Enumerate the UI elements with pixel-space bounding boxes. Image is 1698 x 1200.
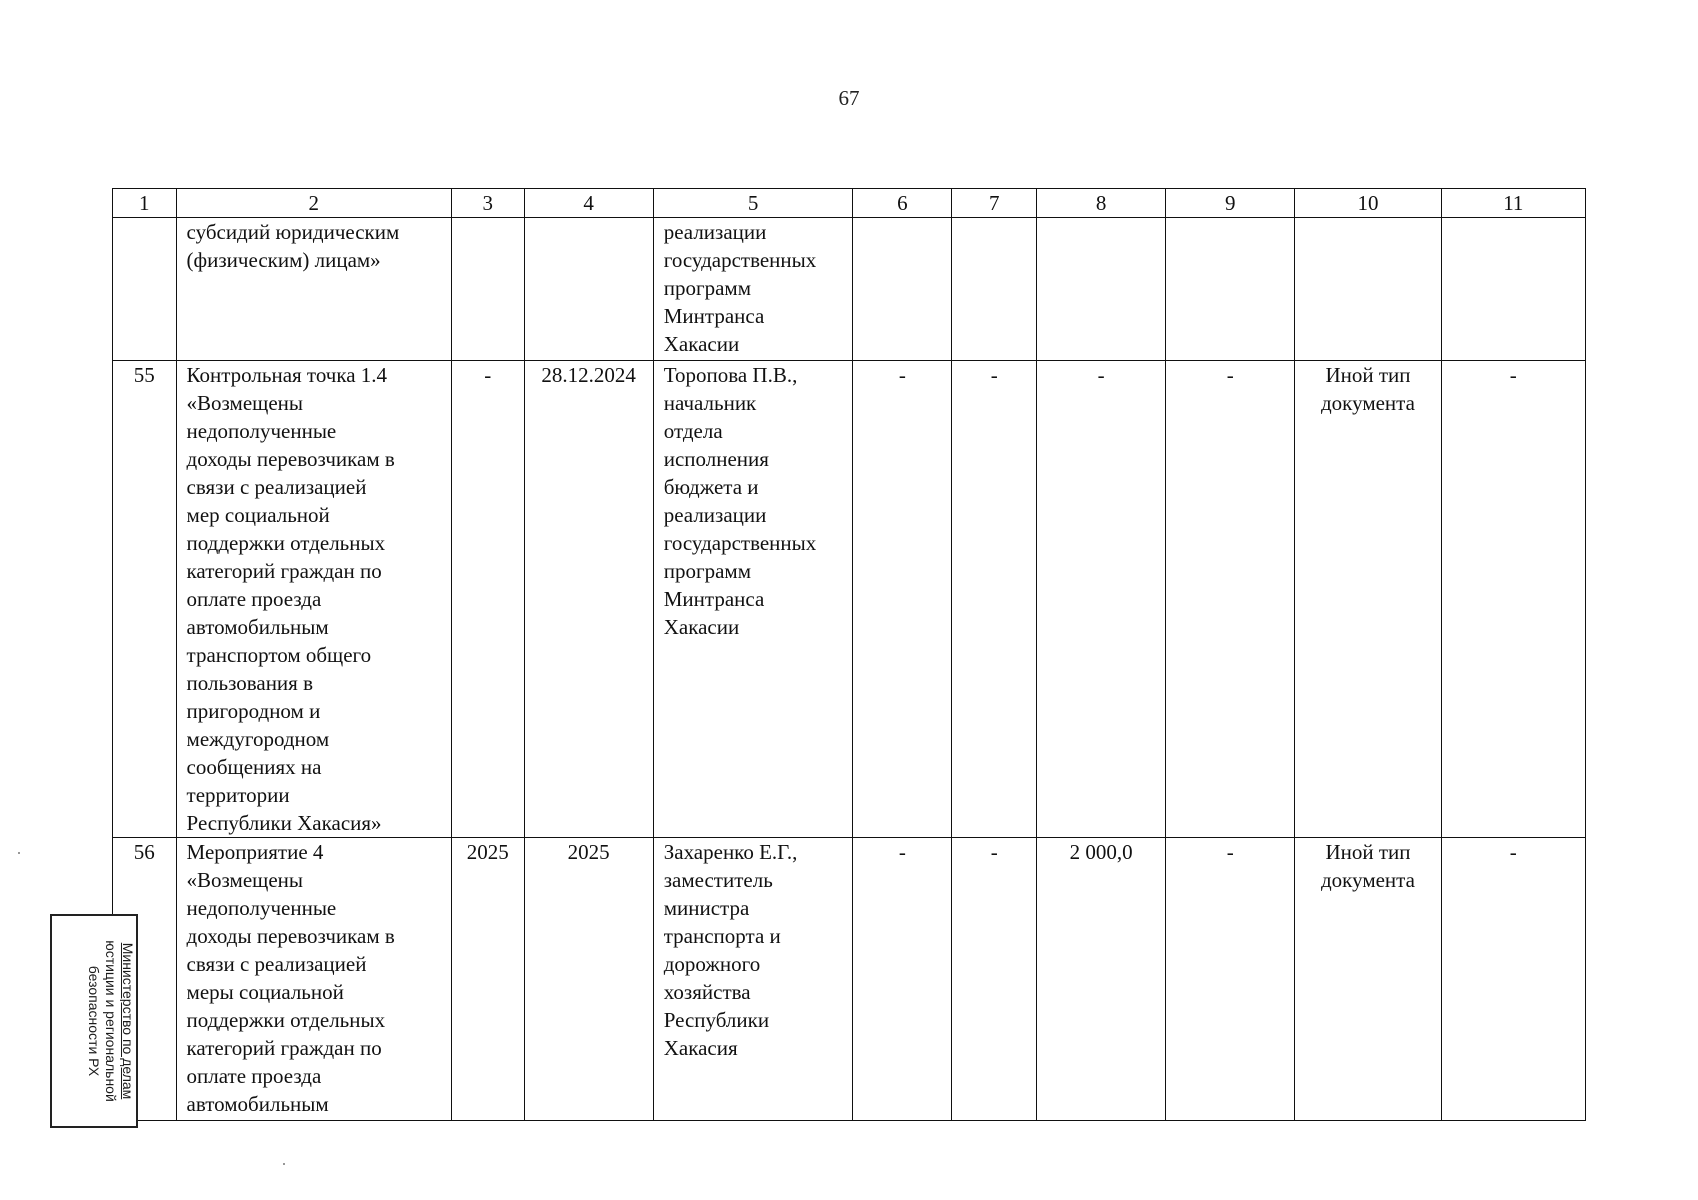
header-col-9: 9 (1166, 189, 1295, 218)
stamp-text (52, 916, 136, 1126)
item-name-cell: субсидий юридическим (физическим) лицам» (176, 218, 451, 361)
header-col-8: 8 (1037, 189, 1166, 218)
header-col-4: 4 (524, 189, 653, 218)
document-type-cell (1295, 218, 1441, 361)
end-date-cell: 28.12.2024 (524, 361, 653, 838)
start-cell (451, 218, 524, 361)
stamp-line-1: Министерство по делам (120, 942, 136, 1100)
col-7-cell: - (952, 838, 1037, 1121)
page-number: 67 (838, 86, 860, 110)
start-cell: 2025 (451, 838, 524, 1121)
item-name-cell: Контрольная точка 1.4 «Возмещены недополученные доходы перевозчикам в связи с реализацией мер социальной поддержки отдельных категорий граждан по оплате проезда автомобильным транспортом общего пользования в пригородном и междугородном сообщениях на территории Республики Хакасия» (176, 361, 451, 838)
col-7-cell: - (952, 361, 1037, 838)
col-9-cell: - (1166, 838, 1295, 1121)
table-row (113, 218, 1586, 361)
end-date-cell (524, 218, 653, 361)
col-6-cell: - (853, 361, 952, 838)
header-col-7: 7 (952, 189, 1037, 218)
table-row (113, 361, 1586, 838)
header-col-2: 2 (176, 189, 451, 218)
responsible-cell: Захаренко Е.Г., заместитель министра транспорта и дорожного хозяйства Республики Хакасия (653, 838, 853, 1121)
col-6-cell (853, 218, 952, 361)
col-6-cell: - (853, 838, 952, 1121)
row-number-cell (113, 218, 177, 361)
header-col-5: 5 (653, 189, 853, 218)
header-col-11: 11 (1441, 189, 1585, 218)
scan-speck (283, 1163, 285, 1165)
end-date-cell: 2025 (524, 838, 653, 1121)
col-9-cell: - (1166, 361, 1295, 838)
plan-table (112, 188, 1586, 1121)
col-7-cell (952, 218, 1037, 361)
scan-speck (18, 852, 20, 854)
col-11-cell: - (1441, 838, 1585, 1121)
header-row (113, 189, 1586, 218)
stamp-line-2: юстиции и региональной (103, 940, 119, 1102)
table-row (113, 838, 1586, 1121)
col-8-cell: - (1037, 361, 1166, 838)
row-number-cell: 56 (113, 838, 177, 1121)
responsible-cell: реализации государственных программ Минтранса Хакасии (653, 218, 853, 361)
start-cell: - (451, 361, 524, 838)
stamp-line-3: безопасности РХ (86, 965, 102, 1077)
row-number-cell: 55 (113, 361, 177, 838)
document-type-cell: Иной тип документа (1295, 361, 1441, 838)
header-col-1: 1 (113, 189, 177, 218)
header-col-3: 3 (451, 189, 524, 218)
header-col-6: 6 (853, 189, 952, 218)
col-8-cell: 2 000,0 (1037, 838, 1166, 1121)
col-9-cell (1166, 218, 1295, 361)
col-8-cell (1037, 218, 1166, 361)
document-type-cell: Иной тип документа (1295, 838, 1441, 1121)
col-11-cell: - (1441, 361, 1585, 838)
item-name-cell: Мероприятие 4 «Возмещены недополученные доходы перевозчикам в связи с реализацией меры социальной поддержки отдельных категорий граждан по оплате проезда автомобильным (176, 838, 451, 1121)
responsible-cell: Торопова П.В., начальник отдела исполнения бюджета и реализации государственных программ Минтранса Хакасии (653, 361, 853, 838)
registration-stamp (50, 914, 138, 1128)
col-11-cell (1441, 218, 1585, 361)
header-col-10: 10 (1295, 189, 1441, 218)
